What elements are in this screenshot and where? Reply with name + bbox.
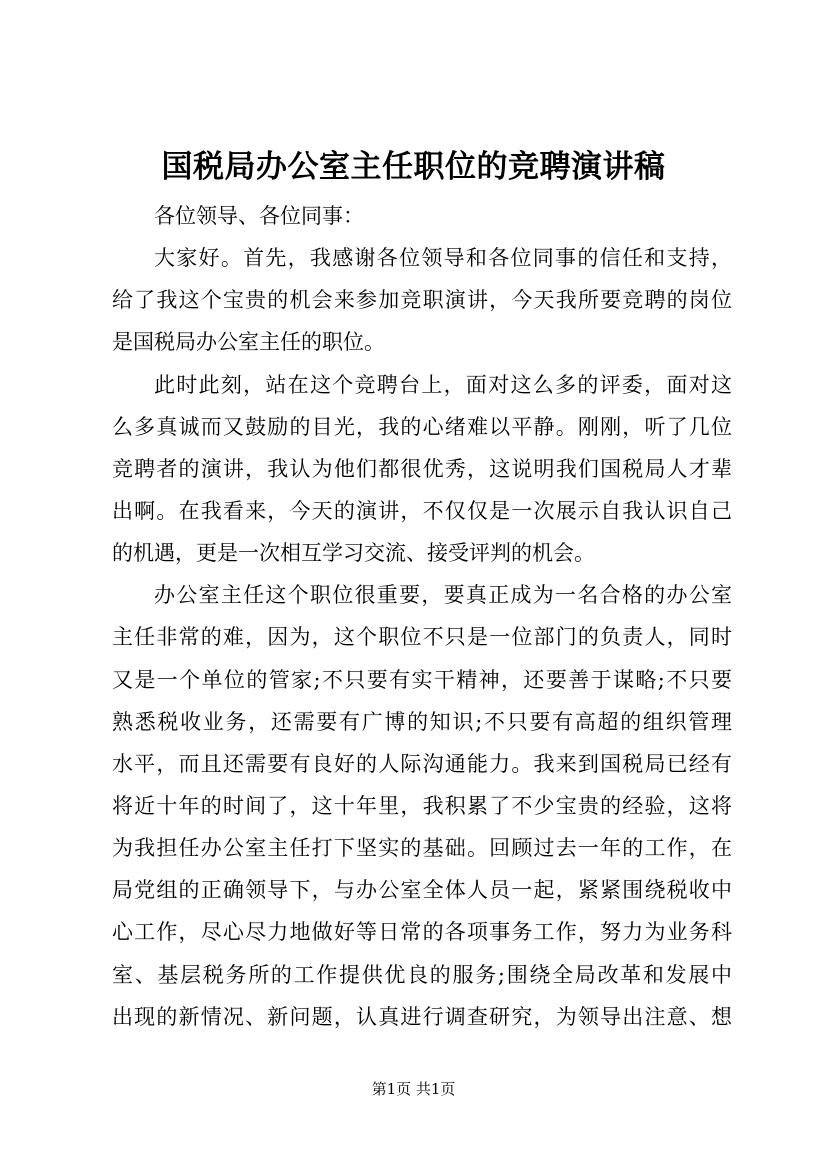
paragraph-line: 又是一个单位的管家;不只要有实干精神，还要善于谋略;不只要 <box>112 667 732 692</box>
salutation-line: 各位领导、各位同事： <box>154 204 364 228</box>
document-title: 国税局办公室主任职位的竞聘演讲稿 <box>161 149 666 185</box>
paragraph-line: 办公室主任这个职位很重要，要真正成为一名合格的办公室 <box>154 583 732 608</box>
paragraph-line: 竞聘者的演讲，我认为他们都很优秀，这说明我们国税局人才辈 <box>112 456 732 481</box>
paragraph-line: 室、基层税务所的工作提供优良的服务;围绕全局改革和发展中 <box>112 962 732 987</box>
paragraph-line: 出现的新情况、新问题，认真进行调查研究，为领导出注意、想 <box>112 1004 732 1029</box>
paragraph-line: 熟悉税收业务，还需要有广博的知识;不只要有高超的组织管理 <box>112 709 732 734</box>
paragraph-line: 此时此刻，站在这个竞聘台上，面对这么多的评委，面对这 <box>154 372 732 397</box>
page-footer: 第1页 共1页 <box>371 1080 456 1098</box>
document-body <box>112 195 732 1038</box>
paragraph-line: 心工作，尽心尽力地做好等日常的各项事务工作，努力为业务科 <box>112 920 732 945</box>
paragraph-line: 水平，而且还需要有良好的人际沟通能力。我来到国税局已经有 <box>112 751 732 776</box>
paragraph-line: 出啊。在我看来，今天的演讲，不仅仅是一次展示自我认识自己 <box>112 498 732 523</box>
paragraph-line: 么多真诚而又鼓励的目光，我的心绪难以平静。刚刚，听了几位 <box>112 414 732 439</box>
paragraph-line: 为我担任办公室主任打下坚实的基础。回顾过去一年的工作，在 <box>112 836 732 861</box>
paragraph-line: 将近十年的时间了，这十年里，我积累了不少宝贵的经验，这将 <box>112 793 732 818</box>
paragraph-line: 的机遇，更是一次相互学习交流、接受评判的机会。 <box>112 541 595 566</box>
paragraph-line: 是国税局办公室主任的职位。 <box>112 330 385 355</box>
paragraph-line: 局党组的正确领导下，与办公室全体人员一起，紧紧围绕税收中 <box>112 878 732 903</box>
paragraph-line: 主任非常的难，因为，这个职位不只是一位部门的负责人，同时 <box>112 625 732 650</box>
paragraph-line: 大家好。首先，我感谢各位领导和各位同事的信任和支持， <box>154 246 732 271</box>
paragraph-line: 给了我这个宝贵的机会来参加竞职演讲，今天我所要竞聘的岗位 <box>112 288 732 313</box>
